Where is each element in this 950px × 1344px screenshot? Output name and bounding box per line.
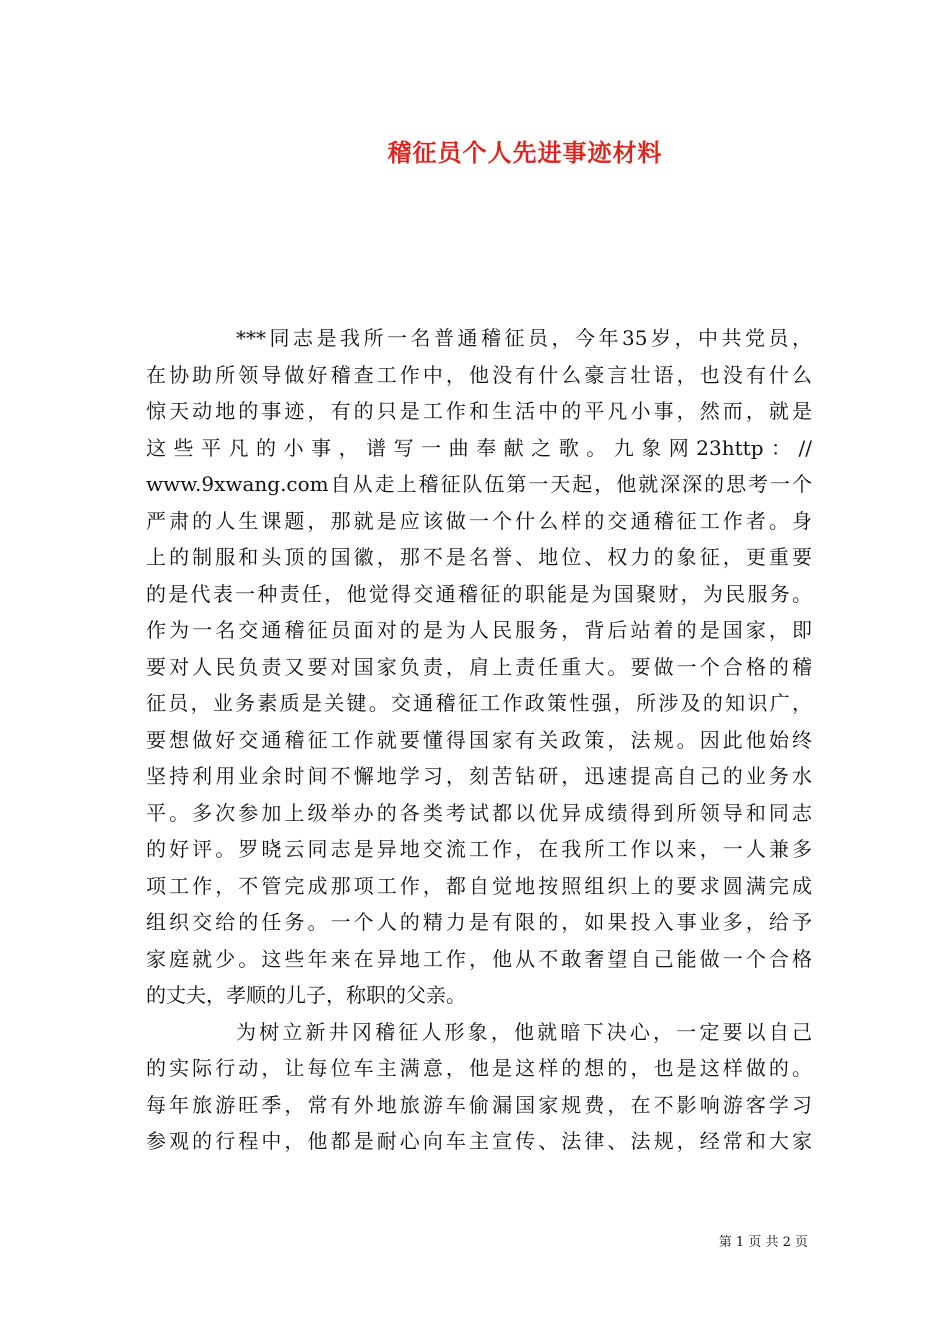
paragraph-line: www.9xwang.com自从走上稽征队伍第一天起，他就深深的思考一个 [146, 472, 812, 496]
paragraph-line: 的实际行动，让每位车主满意，他是这样的想的，也是这样做的。 [146, 1056, 812, 1080]
paragraph-line: 征员，业务素质是关键。交通稽征工作政策性强，所涉及的知识广， [146, 691, 812, 715]
page-title: 稽征员个人先进事迹材料 [387, 138, 663, 167]
paragraph-line: 组织交给的任务。一个人的精力是有限的，如果投入事业多，给予 [146, 910, 812, 934]
paragraph-line: 坚持利用业余时间不懈地学习，刻苦钻研，迅速提高自己的业务水 [146, 764, 812, 788]
paragraph-line: 严肃的人生课题，那就是应该做一个什么样的交通稽征工作者。身 [146, 508, 812, 533]
paragraph-line: 要想做好交通稽征工作就要懂得国家有关政策，法规。因此他始终 [146, 727, 812, 752]
paragraph-line: 参观的行程中，他都是耐心向车主宣传、法律、法规，经常和大家 [146, 1129, 812, 1153]
paragraph-line: ***同志是我所一名普通稽征员，今年35岁，中共党员， [236, 326, 812, 350]
body-text [146, 320, 812, 1160]
paragraph-line: 的是代表一种责任，他觉得交通稽征的职能是为国聚财，为民服务。 [146, 581, 812, 606]
paragraph-line: 在协助所领导做好稽查工作中，他没有什么豪言壮语，也没有什么 [146, 362, 812, 387]
paragraph-line: 为树立新井冈稽征人形象，他就暗下决心，一定要以自己 [236, 1019, 812, 1044]
paragraph-line: 作为一名交通稽征员面对的是为人民服务，背后站着的是国家，即 [146, 618, 812, 642]
paragraph-line: 的丈夫，孝顺的儿子，称职的父亲。 [146, 983, 466, 1007]
paragraph-line: 平。多次参加上级举办的各类考试都以优异成绩得到所领导和同志 [146, 800, 812, 825]
paragraph-line: 的好评。罗晓云同志是异地交流工作，在我所工作以来，一人兼多 [146, 837, 812, 861]
paragraph-line: 要对人民负责又要对国家负责，肩上责任重大。要做一个合格的稽 [146, 654, 812, 679]
paragraph-line: 项工作，不管完成那项工作，都自觉地按照组织上的要求圆满完成 [146, 873, 812, 898]
paragraph-line: 家庭就少。这些年来在异地工作，他从不敢奢望自己能做一个合格 [146, 946, 812, 971]
paragraph-line: 惊天动地的事迹，有的只是工作和生活中的平凡小事，然而，就是 [146, 399, 812, 423]
paragraph-line: 这些平凡的小事，谱写一曲奉献之歌。九象网23http：// [146, 435, 812, 460]
paragraph-line: 上的制服和头顶的国徽，那不是名誉、地位、权力的象征，更重要 [146, 545, 812, 569]
paragraph-line: 每年旅游旺季，常有外地旅游车偷漏国家规费，在不影响游客学习 [146, 1092, 812, 1117]
page-number: 第 1 页 共 2 页 [718, 1235, 808, 1250]
